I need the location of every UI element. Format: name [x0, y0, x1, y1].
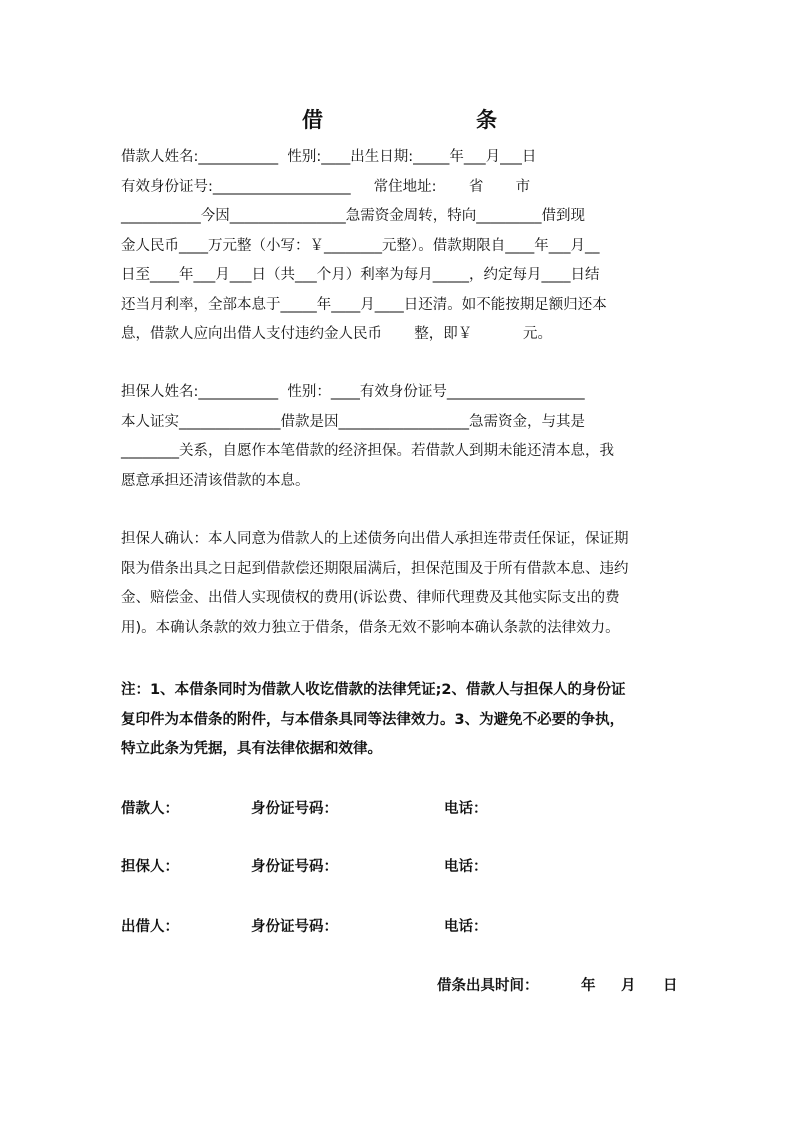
- guarantor-line: ________关系，自愿作本笔借款的经济担保。若借款人到期未能还清本息，我: [121, 443, 614, 459]
- guarantor-line: 本人证实______________借款是因__________________急需资金，与其是: [121, 413, 585, 430]
- issue-date-year: 年: [581, 978, 596, 994]
- borrower-line: ___________今因________________急需资金周转，特向_________借到现: [121, 208, 585, 224]
- borrower-section: [121, 143, 681, 350]
- note-line: 注：1、本借条同时为借款人收讫借款的法律凭证;2、借款人与担保人的身份证: [121, 682, 626, 698]
- confirmation-section: [121, 525, 681, 643]
- document-title: [0, 104, 800, 134]
- issue-date-label: 借条出具时间：: [437, 978, 539, 994]
- note-section: [121, 676, 681, 765]
- signature-role-label: 担保人：: [121, 859, 179, 875]
- borrower-line: 有效身份证号:___________________ 常住地址: 省 市: [121, 178, 531, 195]
- signature-id-label: 身份证号码：: [251, 859, 338, 875]
- signature-role-label: 出借人：: [121, 919, 179, 935]
- issue-date-day: 日: [663, 978, 678, 994]
- borrower-line: 金人民币____万元整（小写：￥________元整）。借款期限自____年___月__: [121, 237, 600, 254]
- guarantor-section: [121, 378, 681, 496]
- issue-date-month: 月: [621, 978, 636, 994]
- borrower-line: 息，借款人应向出借人支付违约金人民币 整，即￥ 元。: [121, 326, 552, 342]
- signature-phone-label: 电话：: [444, 919, 488, 935]
- signature-role-label: 借款人：: [121, 801, 179, 817]
- signature-id-label: 身份证号码：: [251, 801, 338, 817]
- borrower-line: 借款人姓名:___________ 性别:____出生日期:_____年___月___日: [121, 149, 537, 165]
- signature-phone-label: 电话：: [444, 801, 488, 817]
- borrower-line: 还当月利率，全部本息于_____年____月____日还清。如不能按期足额归还本: [121, 296, 607, 313]
- signature-row-borrower: [121, 797, 681, 821]
- note-line: 复印件为本借条的附件，与本借条具同等法律效力。3、为避免不必要的争执，: [121, 711, 625, 728]
- confirmation-line: 用)。本确认条款的效力独立于借条，借条无效不影响本确认条款的法律效力。: [121, 619, 620, 636]
- confirmation-line: 担保人确认：本人同意为借款人的上述债务向出借人承担连带责任保证，保证期: [121, 531, 629, 547]
- title-char-2: 条: [476, 108, 497, 132]
- signature-phone-label: 电话：: [444, 859, 488, 875]
- confirmation-line: 限为借条出具之日起到借款偿还期限届满后，担保范围及于所有借款本息、违约: [121, 560, 629, 577]
- guarantor-line: 愿意承担还清该借款的本息。: [121, 472, 310, 489]
- signature-id-label: 身份证号码：: [251, 919, 338, 935]
- borrower-line: 日至____年___月___日（共___个月）利率为每月_____，约定每月____日结: [121, 267, 600, 283]
- title-char-1: 借: [302, 108, 323, 132]
- signature-row-lender: [121, 915, 681, 939]
- confirmation-line: 金、赔偿金、出借人实现债权的费用(诉讼费、律师代理费及其他实际支出的费: [121, 590, 620, 606]
- guarantor-line: 担保人姓名:___________ 性别：____有效身份证号___________________: [121, 384, 585, 400]
- note-line: 特立此条为凭据，具有法律依据和效律。: [121, 741, 382, 757]
- signature-row-guarantor: [121, 855, 681, 879]
